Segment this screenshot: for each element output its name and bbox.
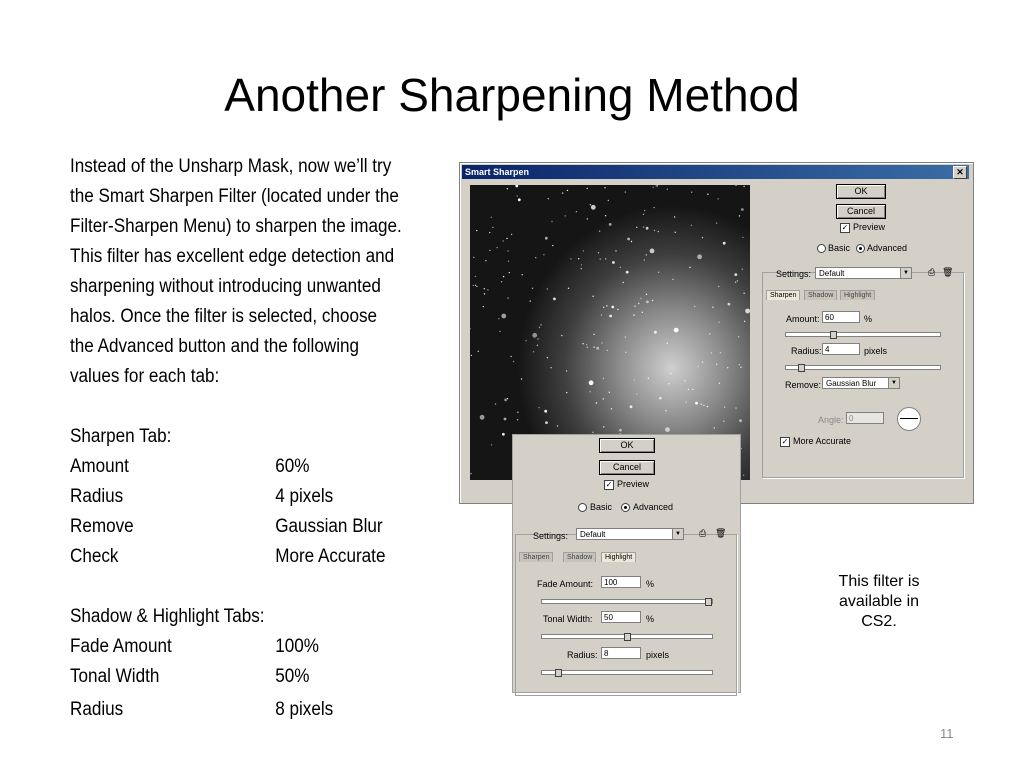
- basic-label: Basic: [828, 243, 851, 253]
- slide-body: [70, 152, 412, 722]
- settings-label: Settings:: [533, 531, 569, 541]
- settings-value: Default: [580, 530, 606, 539]
- radius-unit: pixels: [864, 346, 888, 356]
- availability-note: [820, 572, 938, 632]
- fade-amount-unit: %: [646, 579, 655, 589]
- page-number: 11: [940, 726, 954, 741]
- fade-amount-slider[interactable]: [541, 599, 713, 604]
- chevron-down-icon: ▼: [900, 268, 911, 278]
- setting-label: Radius: [70, 699, 124, 720]
- setting-row: [70, 482, 412, 512]
- trash-icon[interactable]: 🗑: [942, 267, 954, 277]
- basic-radio[interactable]: [817, 244, 826, 253]
- setting-label: Remove: [70, 516, 134, 537]
- setting-row: [70, 695, 412, 725]
- angle-label: Angle:: [818, 415, 844, 425]
- amount-label: Amount:: [786, 314, 820, 324]
- amount-slider[interactable]: [785, 332, 941, 337]
- setting-label: Tonal Width: [70, 666, 160, 687]
- ok-button[interactable]: OK: [599, 438, 655, 453]
- setting-label: Amount: [70, 456, 129, 477]
- radius-input[interactable]: 4: [822, 343, 860, 355]
- note-line: available in: [838, 593, 920, 610]
- preview-checkbox[interactable]: ✓: [605, 480, 613, 489]
- setting-label: Check: [70, 546, 119, 567]
- setting-row: [70, 542, 412, 572]
- tab-sharpen[interactable]: Sharpen: [766, 290, 800, 300]
- advanced-label: Advanced: [867, 243, 908, 253]
- fade-amount-input[interactable]: 100: [601, 576, 641, 588]
- intro-line: sharpening without introducing unwanted: [70, 276, 381, 297]
- setting-value: 8 pixels: [275, 699, 334, 720]
- radius-input[interactable]: 8: [601, 647, 641, 659]
- advanced-label: Advanced: [633, 502, 674, 512]
- angle-dial[interactable]: [897, 407, 921, 431]
- slide-title: Another Sharpening Method: [224, 69, 800, 121]
- more-accurate-checkbox[interactable]: ✓: [781, 437, 789, 446]
- basic-radio[interactable]: [578, 503, 587, 512]
- basic-label: Basic: [590, 502, 613, 512]
- tab-shadow[interactable]: Shadow: [563, 552, 596, 562]
- settings-label: Settings:: [776, 269, 812, 279]
- advanced-radio[interactable]: [621, 503, 630, 512]
- more-accurate-label: More Accurate: [793, 436, 852, 446]
- preview-label: Preview: [853, 222, 886, 232]
- setting-label: Radius: [70, 486, 124, 507]
- fade-amount-label: Fade Amount:: [537, 579, 594, 589]
- tab-sharpen[interactable]: Sharpen: [519, 552, 553, 562]
- note-line: CS2.: [861, 613, 897, 630]
- amount-input[interactable]: 60: [822, 311, 860, 323]
- intro-line: Instead of the Unsharp Mask, now we’ll try: [70, 156, 392, 177]
- remove-label: Remove:: [785, 380, 822, 390]
- setting-row: [70, 512, 412, 542]
- setting-value: 4 pixels: [275, 486, 334, 507]
- cancel-button[interactable]: Cancel: [836, 204, 886, 219]
- save-settings-icon[interactable]: ⎙: [928, 267, 936, 277]
- chevron-down-icon: ▼: [672, 529, 683, 539]
- tonal-width-label: Tonal Width:: [543, 614, 593, 624]
- settings-select[interactable]: [576, 528, 684, 540]
- setting-label: Fade Amount: [70, 636, 172, 657]
- setting-row: [70, 452, 412, 482]
- tonal-width-unit: %: [646, 614, 655, 624]
- note-line: This filter is: [838, 573, 920, 590]
- tab-highlight[interactable]: Highlight: [601, 552, 636, 562]
- radius-slider[interactable]: [541, 670, 713, 675]
- intro-line: the Smart Sharpen Filter (located under the: [70, 186, 399, 207]
- tab-highlight[interactable]: Highlight: [840, 290, 875, 300]
- remove-value: Gaussian Blur: [826, 379, 877, 388]
- trash-icon[interactable]: 🗑: [715, 528, 727, 538]
- preview-checkbox[interactable]: ✓: [841, 223, 849, 232]
- radius-slider[interactable]: [785, 365, 941, 370]
- fade-amount-slider-thumb[interactable]: [705, 598, 712, 606]
- tonal-width-slider[interactable]: [541, 634, 713, 639]
- angle-input[interactable]: 0: [846, 412, 884, 424]
- ok-button[interactable]: OK: [836, 184, 886, 199]
- advanced-radio[interactable]: [856, 244, 865, 253]
- dialog-title: Smart Sharpen: [465, 167, 530, 177]
- radius-slider-thumb[interactable]: [555, 669, 562, 677]
- tonal-width-slider-thumb[interactable]: [624, 633, 631, 641]
- radius-unit: pixels: [646, 650, 670, 660]
- setting-value: 60%: [275, 456, 310, 477]
- shadow-highlight-heading: Shadow & Highlight Tabs:: [70, 606, 265, 627]
- dialog-titlebar: [462, 165, 969, 179]
- radius-label: Radius:: [567, 650, 598, 660]
- setting-value: More Accurate: [275, 546, 386, 567]
- settings-value: Default: [819, 269, 845, 278]
- setting-row: [70, 662, 412, 692]
- setting-value: 100%: [275, 636, 319, 657]
- intro-line: the Advanced button and the following: [70, 336, 360, 357]
- cancel-button[interactable]: Cancel: [599, 460, 655, 475]
- highlight-panel: [512, 434, 741, 693]
- amount-unit: %: [864, 314, 873, 324]
- intro-line: halos. Once the filter is selected, choose: [70, 306, 378, 327]
- settings-group: [762, 272, 964, 478]
- tab-shadow[interactable]: Shadow: [804, 290, 837, 300]
- save-settings-icon[interactable]: ⎙: [699, 528, 707, 538]
- chevron-down-icon: ▼: [888, 378, 899, 388]
- setting-row: [70, 632, 412, 662]
- sharpen-heading: Sharpen Tab:: [70, 426, 172, 447]
- intro-line: values for each tab:: [70, 366, 220, 387]
- preview-label: Preview: [617, 479, 650, 489]
- radius-label: Radius:: [791, 346, 822, 356]
- remove-select[interactable]: [822, 377, 900, 389]
- radius-slider-thumb[interactable]: [798, 364, 805, 372]
- tonal-width-input[interactable]: 50: [601, 611, 641, 623]
- amount-slider-thumb[interactable]: [830, 331, 837, 339]
- intro-line: This filter has excellent edge detection and: [70, 246, 395, 267]
- setting-value: Gaussian Blur: [275, 516, 383, 537]
- close-button[interactable]: ✕: [953, 166, 967, 179]
- intro-line: Filter-Sharpen Menu) to sharpen the image.: [70, 216, 402, 237]
- settings-select[interactable]: [815, 267, 912, 279]
- setting-value: 50%: [275, 666, 310, 687]
